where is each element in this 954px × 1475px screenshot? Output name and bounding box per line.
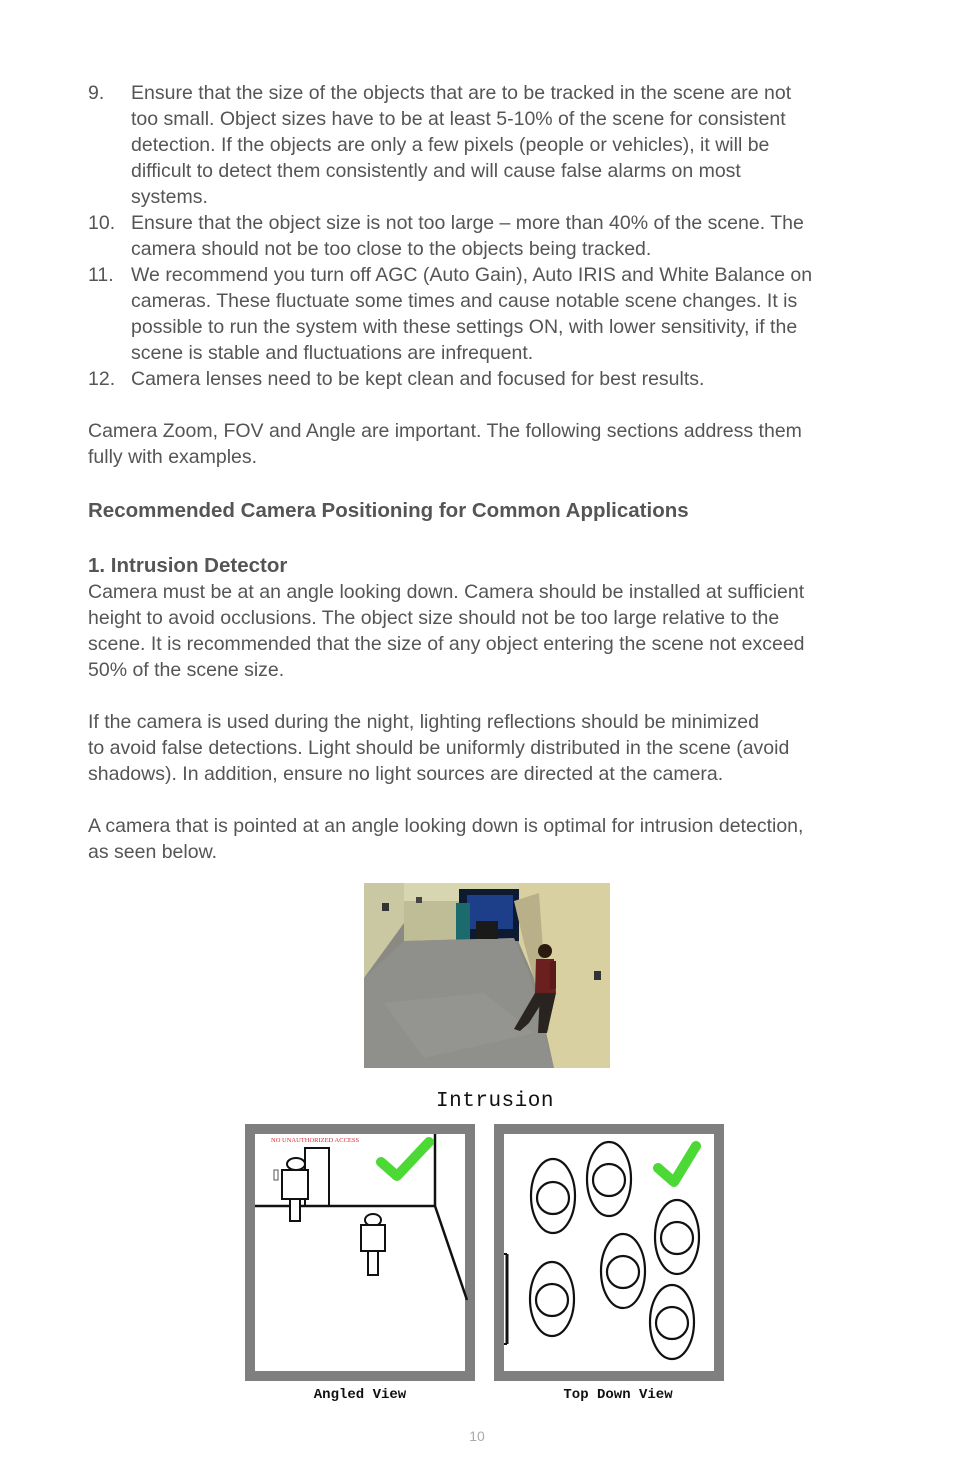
document-body [88,80,858,865]
list-number: 9. [88,82,105,104]
camera-view-photo [364,883,610,1068]
list-number: 12. [88,368,116,390]
list-item [88,80,858,210]
text-line: shadows). In addition, ensure no light sources are directed at the camera. [88,763,724,785]
subsection-heading: 1. Intrusion Detector [88,554,288,577]
text-line: Camera must be at an angle looking down. Camera should be installed at sufficient [88,581,805,603]
angled-view-diagram [245,1124,475,1381]
list-line: Camera lenses need to be kept clean and focused for best results. [131,368,705,390]
text-line: A camera that is pointed at an angle looking down is optimal for intrusion detection, [88,815,804,837]
list-item [88,262,858,366]
text-line: scene. It is recommended that the size of any object entering the scene not exceed [88,633,805,655]
text-line: If the camera is used during the night, lighting reflections should be minimized [88,711,759,733]
list-line: difficult to detect them consistently and will cause false alarms on most [131,160,741,182]
section-heading: Recommended Camera Positioning for Common Applications [88,499,689,522]
list-line: Ensure that the object size is not too large – more than 40% of the scene. The [131,212,804,234]
person-top-view [530,1262,574,1336]
intro-paragraph [88,418,858,470]
person-top-view [650,1285,694,1359]
person-top-view [601,1234,645,1308]
top-down-view-drawing [494,1124,724,1381]
top-down-view-diagram [494,1124,724,1381]
hallway-scene-image [364,883,610,1068]
list-line: cameras. These fluctuate some times and cause notable scene changes. It is [131,290,798,312]
list-line: scene is stable and fluctuations are infrequent. [131,342,534,364]
list-number: 11. [88,264,114,286]
person-top-view [531,1159,575,1233]
person-top-view [587,1142,631,1216]
list-line: too small. Object sizes have to be at least 5-10% of the scene for consistent [131,108,786,130]
angled-view-caption: Angled View [313,1387,407,1403]
page-number: 10 [469,1428,485,1444]
text-line: height to avoid occlusions. The object size should not be too large relative to the [88,607,780,629]
list-item [88,210,858,262]
recommendation-list [88,80,858,392]
text-line: as seen below. [88,841,218,863]
paragraph-angle-optimal [88,813,858,865]
diagram-title: Intrusion [436,1090,554,1113]
angled-view-drawing [245,1124,475,1381]
list-line: possible to run the system with these settings ON, with lower sensitivity, if the [131,316,798,338]
list-line: Ensure that the size of the objects that are to be tracked in the scene are not [131,82,792,104]
list-line: We recommend you turn off AGC (Auto Gain), Auto IRIS and White Balance on [131,264,813,286]
text-line: fully with examples. [88,446,258,468]
text-line: Camera Zoom, FOV and Angle are important. The following sections address them [88,420,802,442]
list-line: systems. [131,186,208,208]
paragraph-night-lighting [88,709,858,787]
list-line: camera should not be too close to the objects being tracked. [131,238,652,260]
list-item [88,366,858,392]
person-top-view [655,1200,699,1274]
list-number: 10. [88,212,116,234]
sign-text: NO UNAUTHORIZED ACCESS [271,1137,360,1144]
list-line: detection. If the objects are only a few pixels (people or vehicles), it will be [131,134,770,156]
paragraph-camera-angle [88,579,858,683]
top-down-view-caption: Top Down View [563,1387,673,1403]
text-line: to avoid false detections. Light should be uniformly distributed in the scene (avoid [88,737,790,759]
text-line: 50% of the scene size. [88,659,285,681]
